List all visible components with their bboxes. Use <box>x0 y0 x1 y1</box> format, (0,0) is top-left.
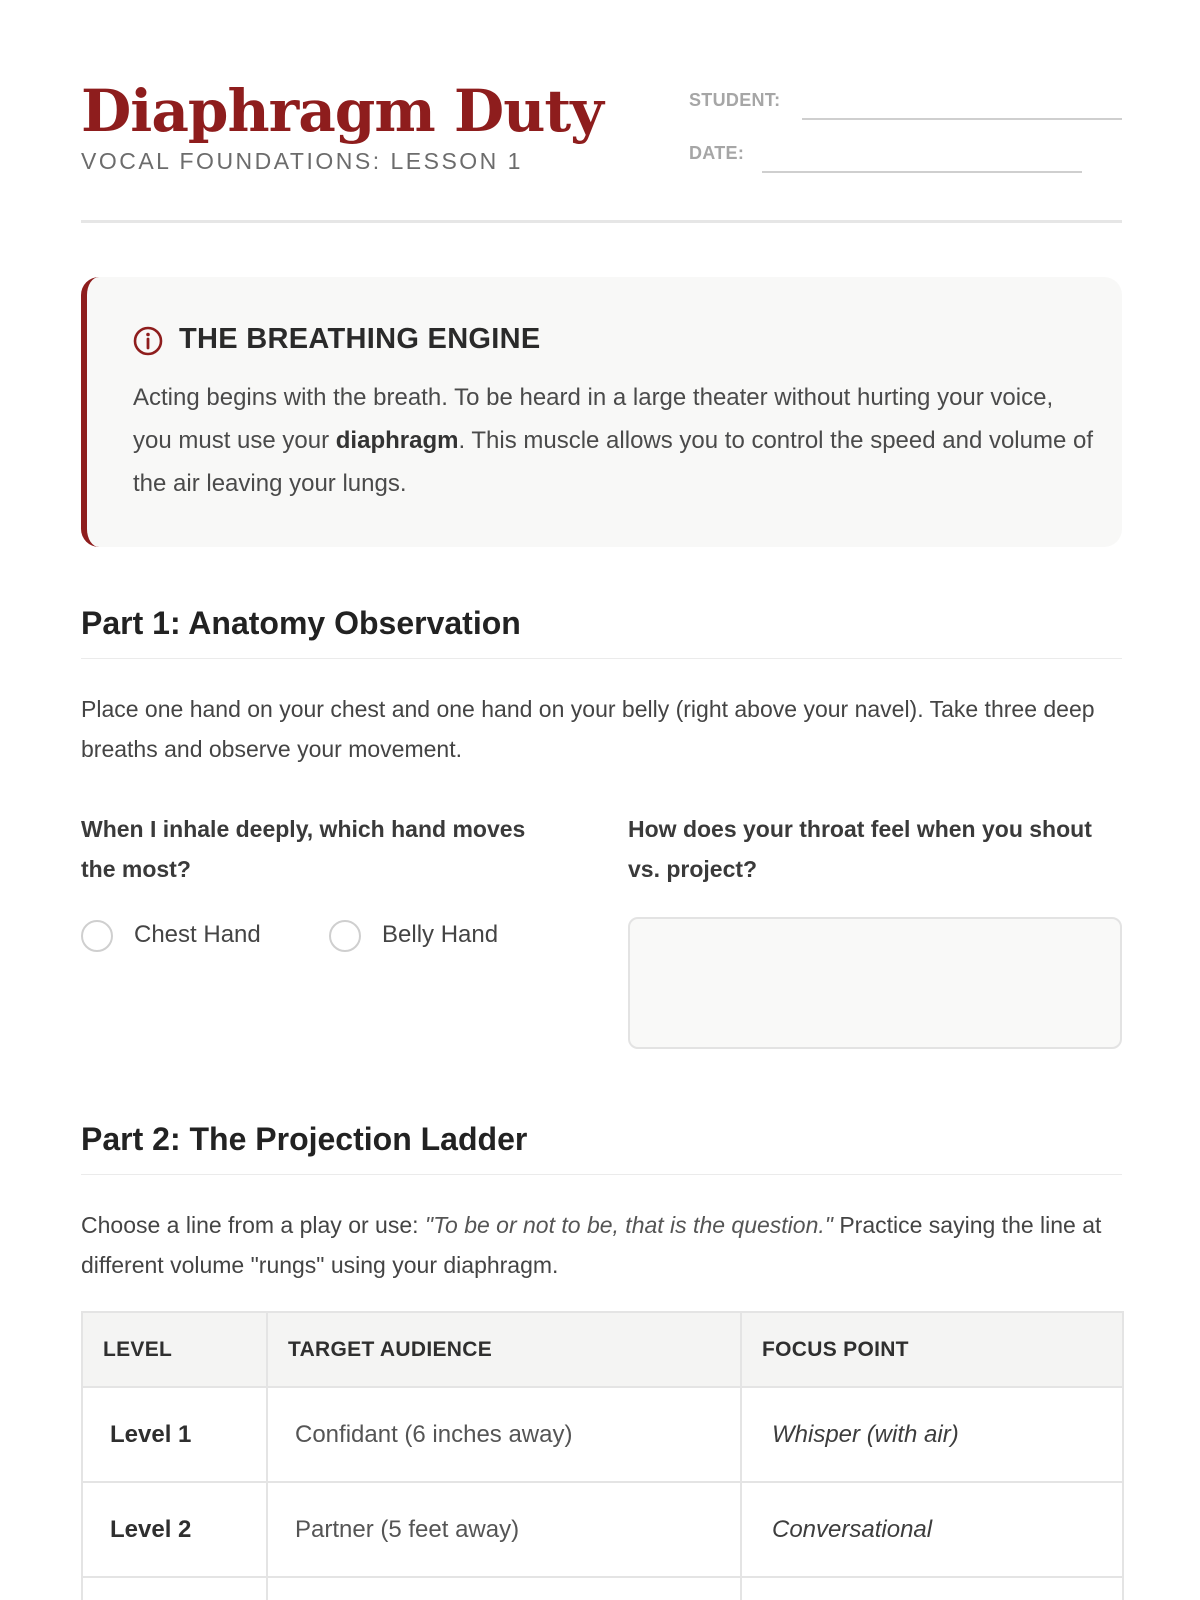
part2-instructions <box>81 1205 1122 1285</box>
callout-text-start: Acting begins with the breath. To be heard in a large theater without hurting your voice, you must use your <box>133 384 1054 454</box>
breathing-engine-callout <box>81 277 1122 547</box>
table-row <box>82 1482 1123 1577</box>
callout-keyword: diaphragm <box>335 427 459 454</box>
date-label: DATE: <box>689 143 745 163</box>
column-header-target-audience: TARGET AUDIENCE <box>267 1312 741 1387</box>
student-name-field[interactable] <box>802 118 1122 120</box>
info-circle-icon <box>133 326 163 356</box>
cell-level: Level 2 <box>82 1482 267 1577</box>
column-header-level: LEVEL <box>82 1312 267 1387</box>
cell-level <box>82 1577 267 1600</box>
student-label: STUDENT: <box>689 90 781 110</box>
page-title: Diaphragm Duty <box>81 77 603 145</box>
cell-focus: Conversational <box>741 1482 1123 1577</box>
date-field[interactable] <box>762 171 1082 173</box>
column-header-focus-point: FOCUS POINT <box>741 1312 1123 1387</box>
page-subtitle: VOCAL FOUNDATIONS: LESSON 1 <box>81 148 523 174</box>
table-row <box>82 1577 1123 1600</box>
radio-label-belly-hand[interactable]: Belly Hand <box>382 921 499 948</box>
cell-audience: Partner (5 feet away) <box>267 1482 741 1577</box>
callout-body <box>133 376 1093 505</box>
cell-focus: Whisper (with air) <box>741 1387 1123 1482</box>
table-header-row <box>82 1312 1123 1387</box>
cell-level: Level 1 <box>82 1387 267 1482</box>
cell-audience: Confidant (6 inches away) <box>267 1387 741 1482</box>
callout-text-end: . This muscle allows you to control the speed and volume of the air leaving your lungs. <box>133 427 1094 497</box>
projection-ladder-table <box>81 1311 1124 1600</box>
cell-audience <box>267 1577 741 1600</box>
part2-quote: "To be or not to be, that is the question." <box>424 1212 833 1238</box>
part2-heading: Part 2: The Projection Ladder <box>81 1121 1122 1175</box>
question-throat-feel: How does your throat feel when you shout vs. project? <box>628 816 1092 882</box>
part1-heading: Part 1: Anatomy Observation <box>81 605 1122 659</box>
worksheet-header <box>81 0 1122 223</box>
radio-label-chest-hand[interactable]: Chest Hand <box>134 921 261 948</box>
question-hand-movement: When I inhale deeply, which hand moves the most? <box>81 816 526 882</box>
throat-answer-textarea[interactable] <box>628 917 1122 1049</box>
radio-belly-hand[interactable] <box>329 920 361 952</box>
part2-intro-end: Practice saying the line at different volume "rungs" using your diaphragm. <box>81 1212 1102 1278</box>
part1-instructions: Place one hand on your chest and one hand on your belly (right above your navel). Take three deep breaths and observe your movement. <box>81 696 1095 762</box>
table-row <box>82 1387 1123 1482</box>
part2-intro-start: Choose a line from a play or use: <box>81 1212 425 1238</box>
worksheet-page <box>81 0 1122 1600</box>
cell-focus <box>741 1577 1123 1600</box>
callout-title: THE BREATHING ENGINE <box>179 323 541 355</box>
radio-chest-hand[interactable] <box>81 920 113 952</box>
